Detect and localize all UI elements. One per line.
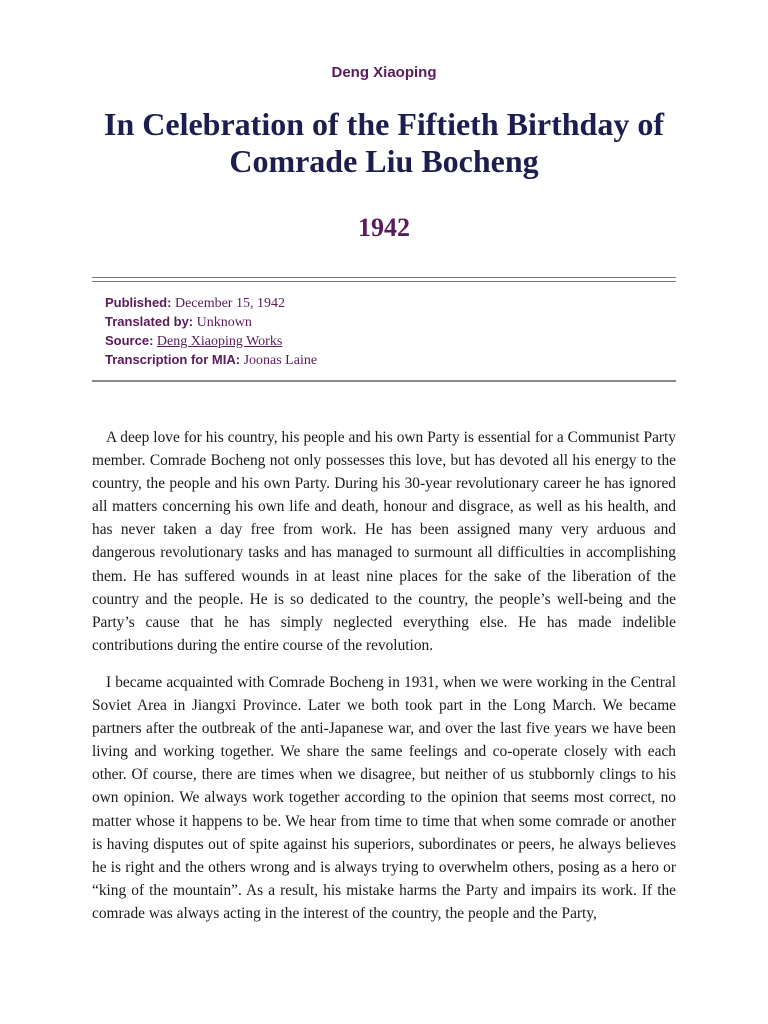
source-link[interactable]: Deng Xiaoping Works [156, 334, 283, 349]
source-label: Source: [105, 333, 154, 348]
document-year: 1942 [358, 213, 410, 242]
header-divider [92, 277, 676, 282]
info-transcription [105, 351, 665, 370]
published-value: December 15, 1942 [174, 296, 285, 311]
info-source [105, 332, 665, 351]
author-name: Deng Xiaoping [331, 64, 437, 81]
transcription-value: Joonas Laine [243, 353, 318, 368]
info-published [105, 294, 665, 313]
article-body [92, 426, 676, 939]
translated-label: Translated by: [105, 314, 194, 329]
info-block [105, 294, 665, 370]
info-translated [105, 313, 665, 332]
page-title: In Celebration of the Fiftieth Birthday of Comrade Liu Bocheng [104, 106, 664, 179]
body-paragraph: A deep love for his country, his people and his own Party is essential for a Communist Party member. Comrade Bocheng not only possesses this love, but has devoted all his energy to the country, the people and his own Party. During his 30-year revolutionary career he has ignored all matters concerning his own life and death, honour and disgrace, as well as his health, and has never taken a day free from work. He has been assigned many very arduous and dangerous revolutionary tasks and has managed to surmount all difficulties in accomplishing them. He has suffered wounds in at least nine places for the sake of the liberation of the country and the people. He is so dedicated to the country, the people’s well-being and the Party’s cause that he has simply neglected everything else. He has made indelible contributions during the entire course of the revolution. [92, 429, 676, 654]
published-label: Published: [105, 295, 172, 310]
translated-value: Unknown [196, 315, 252, 330]
info-divider [92, 380, 676, 382]
transcription-label: Transcription for MIA: [105, 352, 241, 367]
body-paragraph: I became acquainted with Comrade Bocheng in 1931, when we were working in the Central Soviet Area in Jiangxi Province. Later we both took part in the Long March. We became partners after the outbreak of the anti-Japanese war, and over the last five years we have been living and working together. We share the same feelings and co-operate closely with each other. Of course, there are times when we disagree, but neither of us stubbornly clings to his own opinion. We always work together according to the opinion that seems most correct, no matter whose it happens to be. We hear from time to time that when some comrade or another is having disputes out of spite against his superiors, subordinates or peers, he always believes he is right and the others wrong and is always trying to overwhelm others, posing as a hero or “king of the mountain”. As a result, his mistake harms the Party and impairs its work. If the comrade was always acting in the interest of the country, the people and the Party, [92, 673, 676, 922]
